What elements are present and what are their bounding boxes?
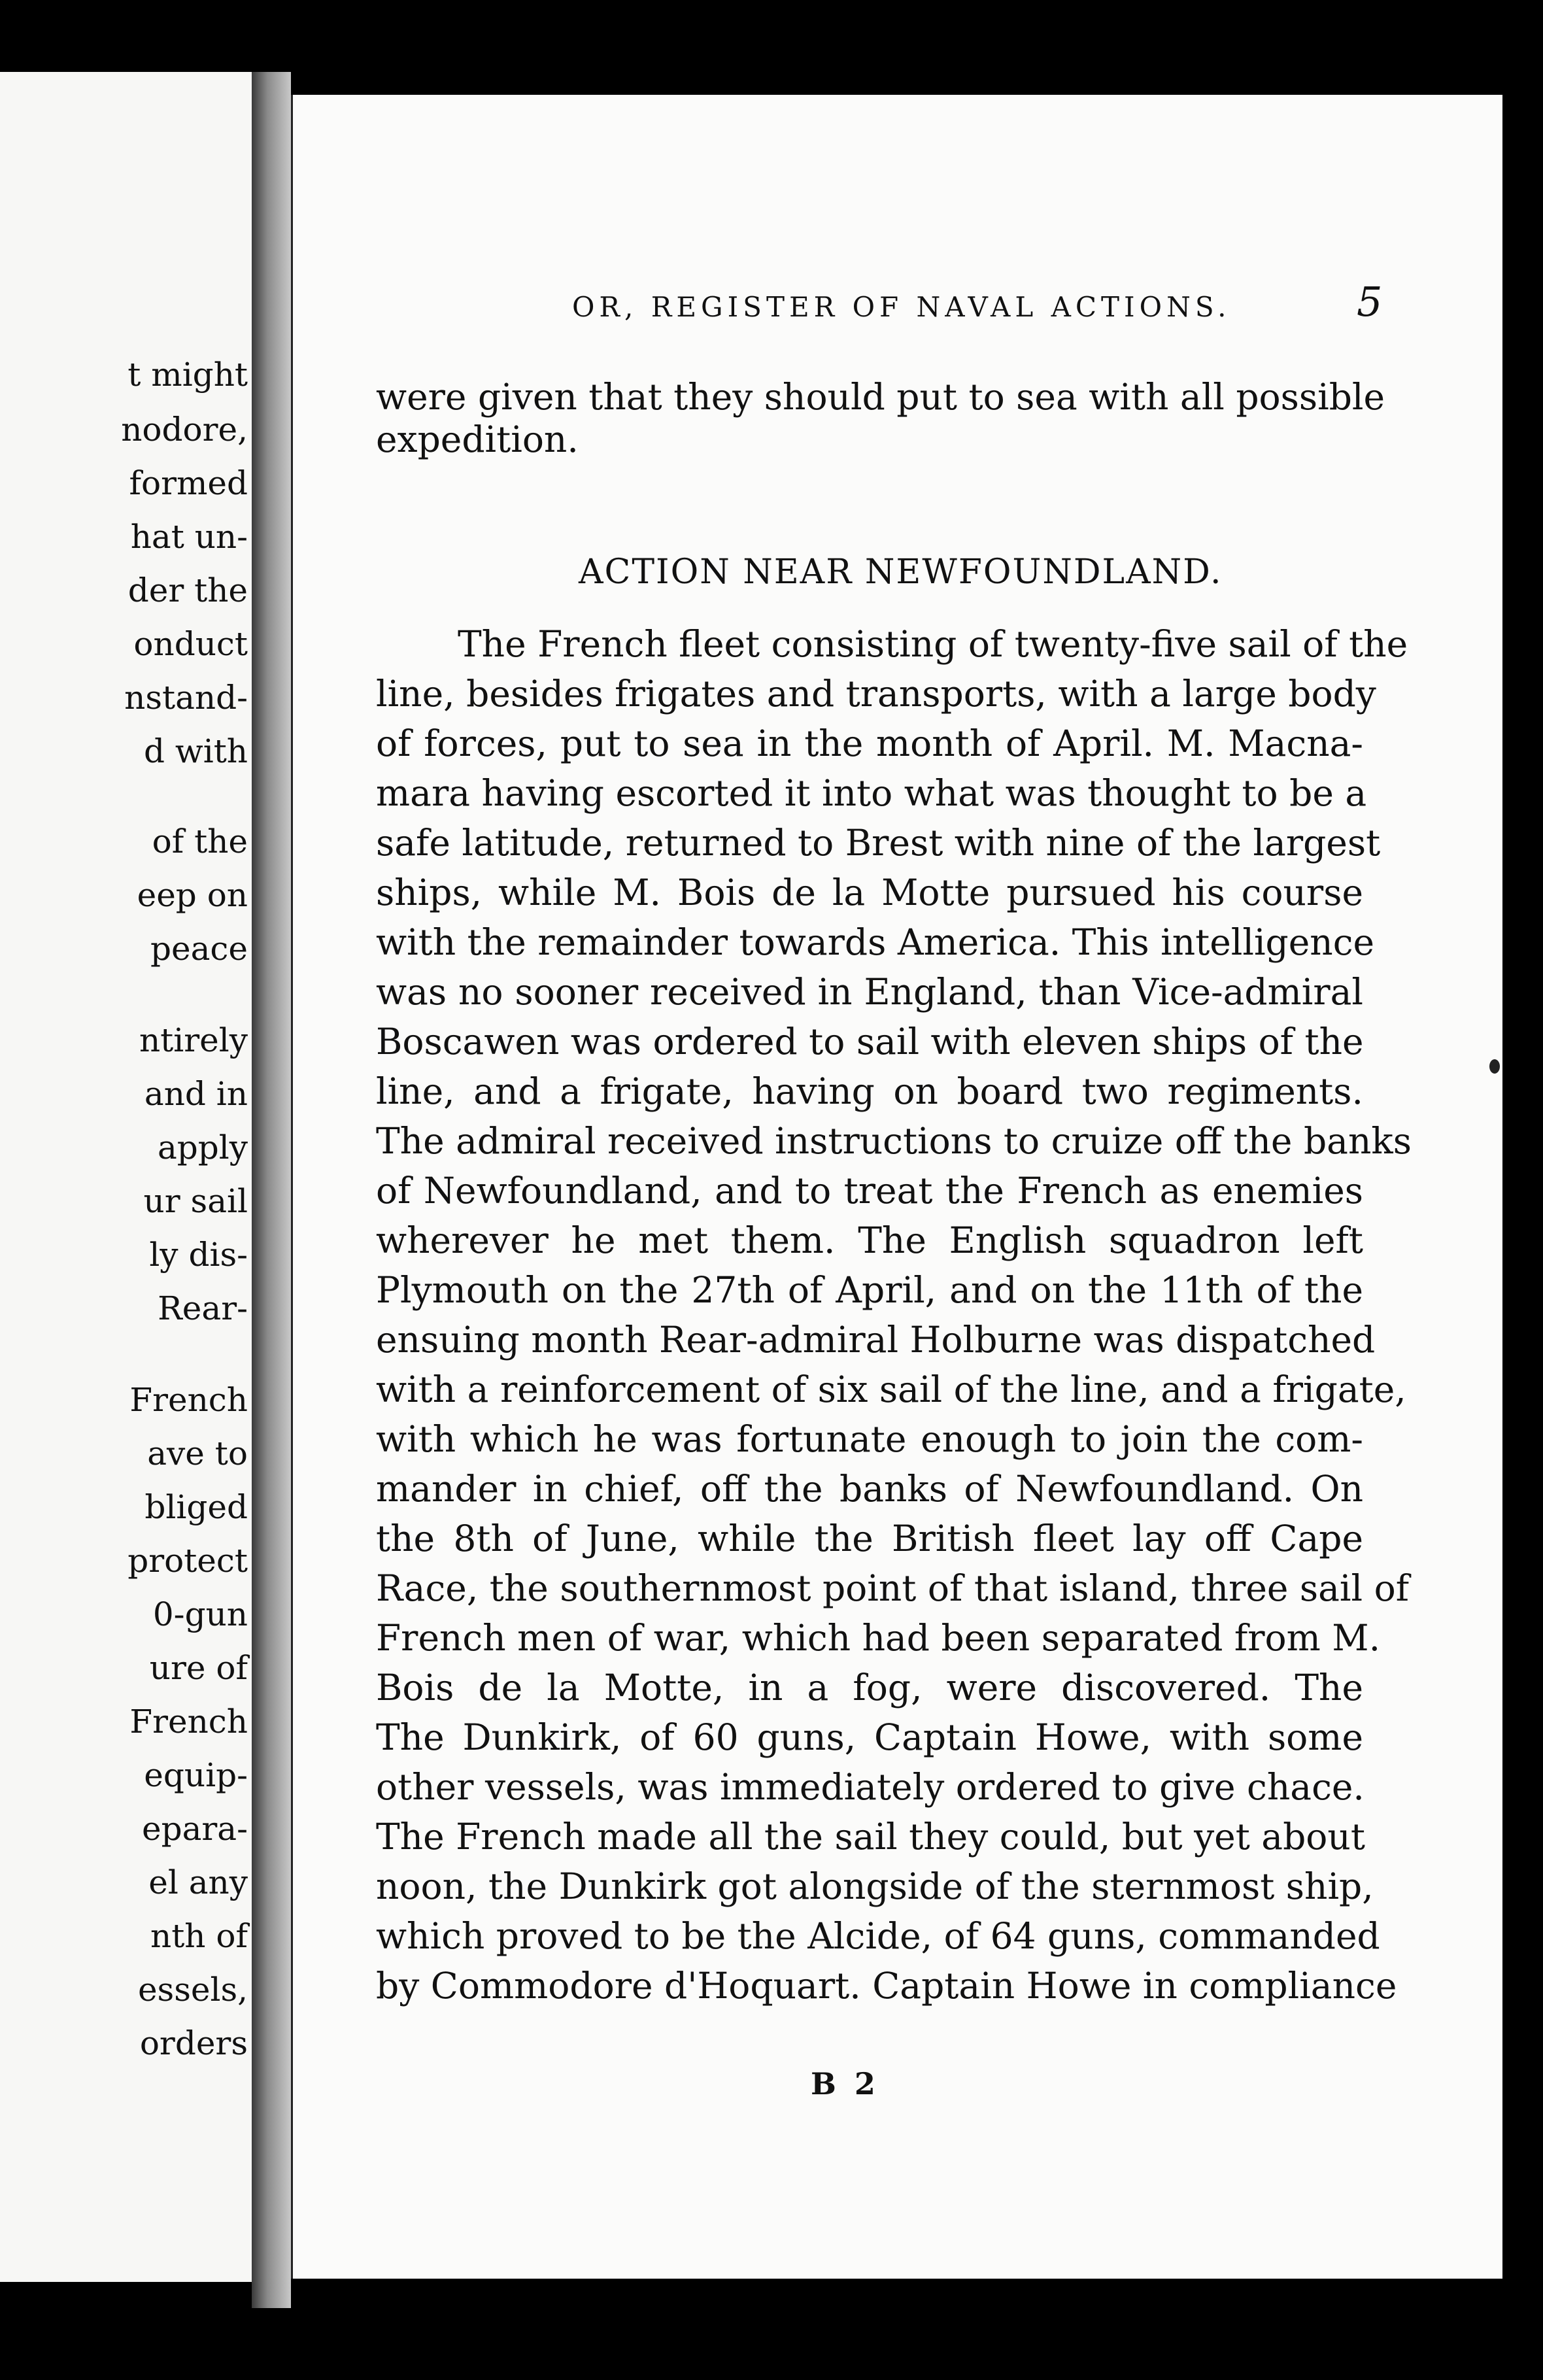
body-line: by Commodore d'Hoquart. Captain Howe in compliance <box>376 1965 1397 2007</box>
running-head: OR, REGISTER OF NAVAL ACTIONS. <box>572 291 1231 323</box>
body-line: other vessels, was immediately ordered to give chace. <box>376 1766 1365 1808</box>
section-heading: ACTION NEAR NEWFOUNDLAND. <box>579 552 1223 592</box>
body-line: The admiral received instructions to cruize off the banks <box>376 1120 1412 1162</box>
left-page-line: apply <box>157 1129 248 1166</box>
left-page-line: ure of <box>149 1649 248 1687</box>
body-line: Plymouth on the 27th of April, and on the 11th of the <box>376 1269 1363 1311</box>
body-line: Bois de la Motte, in a fog, were discovered. The <box>376 1667 1363 1708</box>
body-line: with which he was fortunate enough to join the com- <box>376 1418 1363 1460</box>
body-line: mander in chief, off the banks of Newfoundland. On <box>376 1468 1363 1510</box>
left-page-line: French <box>129 1703 248 1741</box>
body-line: ships, while M. Bois de la Motte pursued his course <box>376 872 1363 913</box>
body-line: noon, the Dunkirk got alongside of the sternmost ship, <box>376 1865 1374 1907</box>
body-line: which proved to be the Alcide, of 64 guns, commanded <box>376 1915 1380 1957</box>
body-line: expedition. <box>376 418 579 460</box>
left-page-line: eep on <box>137 876 248 914</box>
left-page-line: formed <box>129 464 248 502</box>
left-page-line: der the <box>127 571 248 609</box>
left-page-line: and in <box>144 1075 248 1113</box>
page-number: 5 <box>1357 278 1383 326</box>
body-line: mara having escorted it into what was thought to be a <box>376 772 1367 814</box>
left-page <box>0 72 256 2282</box>
body-line: The French made all the sail they could, but yet about <box>376 1816 1365 1858</box>
left-page-line: orders <box>139 2024 248 2062</box>
body-line: ensuing month Rear-admiral Holburne was dispatched <box>376 1319 1376 1361</box>
ink-speck <box>1489 1059 1500 1074</box>
left-page-line: of the <box>152 823 248 860</box>
body-line: line, and a frigate, having on board two regiments. <box>376 1070 1363 1112</box>
body-line: were given that they should put to sea with all possible <box>376 376 1385 418</box>
left-page-line: epara- <box>141 1810 248 1848</box>
book-gutter <box>252 72 291 2308</box>
body-line: of Newfoundland, and to treat the French as enemies <box>376 1170 1363 1212</box>
left-page-line: ur sail <box>143 1182 248 1220</box>
left-page-line: d with <box>144 732 248 770</box>
left-page-line: nodore, <box>121 411 248 449</box>
body-line: Race, the southernmost point of that island, three sail of <box>376 1567 1410 1609</box>
body-line: the 8th of June, while the British fleet lay off Cape <box>376 1518 1363 1559</box>
body-line: line, besides frigates and transports, with a large body <box>376 673 1376 715</box>
left-page-line: t might <box>127 356 248 394</box>
left-page-line: essels, <box>137 1971 248 2009</box>
left-page-line: bliged <box>144 1488 248 1526</box>
left-page-line: ave to <box>147 1435 248 1472</box>
left-page-line: equip- <box>144 1756 248 1794</box>
body-line: French men of war, which had been separated from M. <box>376 1617 1381 1659</box>
body-line: Boscawen was ordered to sail with eleven ships of the <box>376 1021 1364 1062</box>
left-page-line: ly dis- <box>149 1236 248 1274</box>
left-page-line: nth of <box>150 1917 248 1955</box>
left-page-line: nstand- <box>124 679 248 717</box>
left-page-line: onduct <box>133 625 248 663</box>
left-page-line: French <box>129 1381 248 1419</box>
body-line: with a reinforcement of six sail of the line, and a frigate, <box>376 1368 1406 1410</box>
body-line: wherever he met them. The English squadron left <box>376 1219 1363 1261</box>
body-line: with the remainder towards America. This intelligence <box>376 921 1375 963</box>
body-line: The Dunkirk, of 60 guns, Captain Howe, with some <box>376 1716 1363 1758</box>
left-page-line: peace <box>150 930 248 968</box>
left-page-line: el any <box>148 1863 248 1901</box>
left-page-line: Rear- <box>158 1289 248 1327</box>
left-page-line: 0-gun <box>152 1595 248 1633</box>
body-line: was no sooner received in England, than Vice-admiral <box>376 971 1363 1013</box>
left-page-line: hat un- <box>130 518 248 556</box>
left-page-line: protect <box>127 1542 248 1580</box>
body-line: The French fleet consisting of twenty-five sail of the <box>458 623 1408 665</box>
signature-mark: B 2 <box>811 2066 879 2101</box>
body-line: safe latitude, returned to Brest with nine of the largest <box>376 822 1381 864</box>
body-line: of forces, put to sea in the month of April. M. Macna- <box>376 722 1363 764</box>
left-page-line: ntirely <box>139 1021 248 1059</box>
